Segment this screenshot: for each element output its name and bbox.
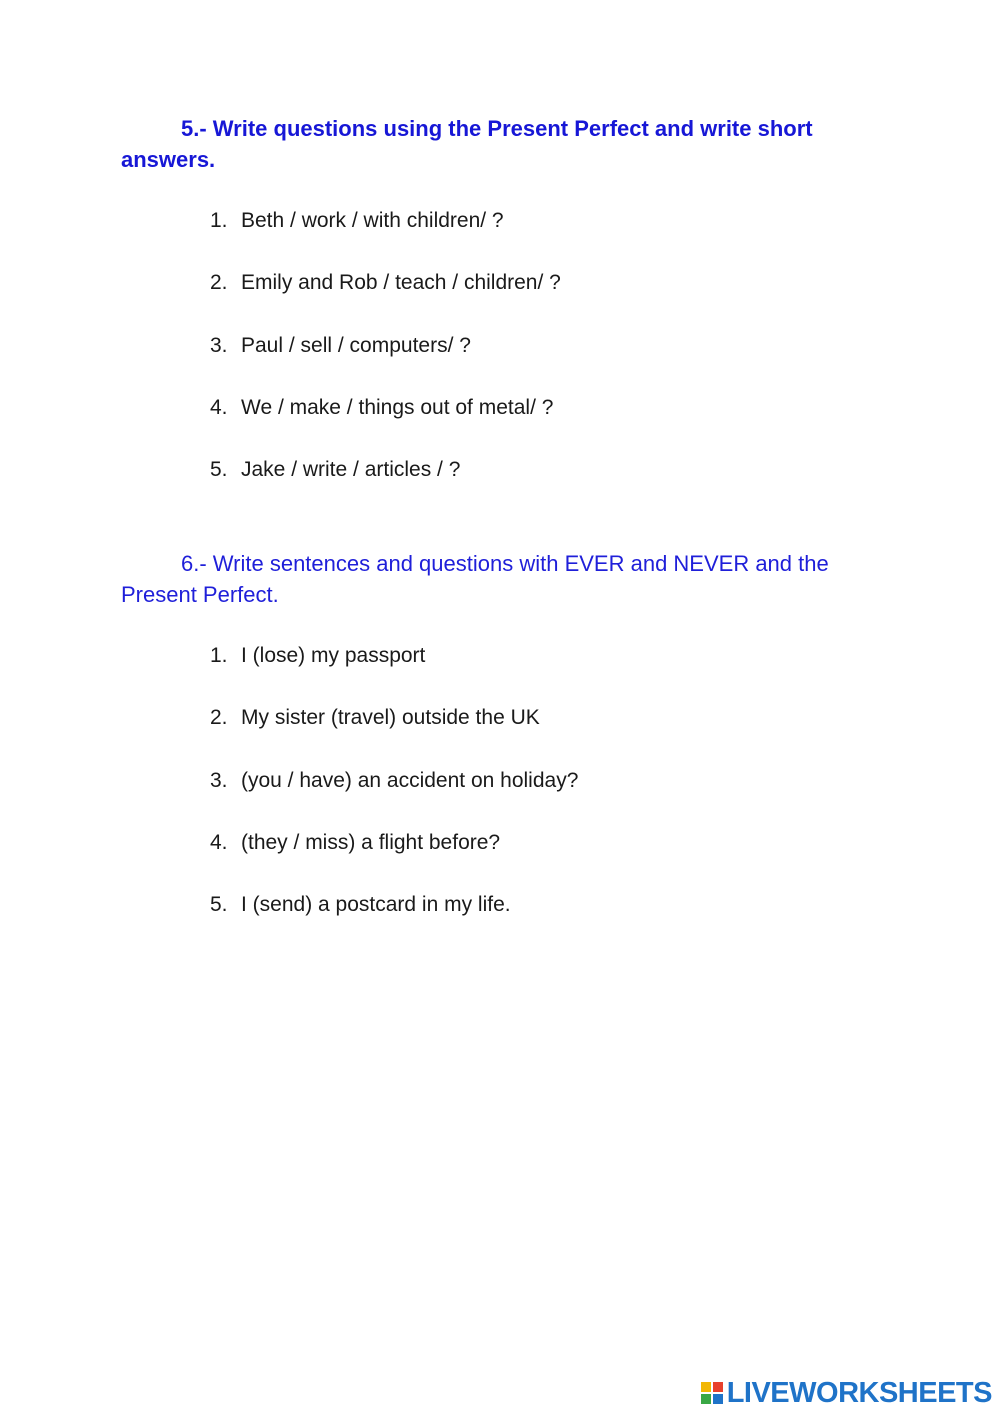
item-number: 4. [210,395,228,419]
list-item [210,827,578,889]
item-text: I (lose) my passport [241,644,426,667]
item-text: Paul / sell / computers/ ? [241,333,471,357]
item-text: Jake / write / articles / ? [241,458,461,482]
liveworksheets-brand[interactable] [701,1376,992,1410]
item-number: 4. [210,830,228,854]
item-number: 3. [210,333,228,357]
item-number: 1. [210,644,228,667]
exercise-6-list [210,640,578,951]
list-item [210,205,561,267]
exercise-5-heading: 5.- Write questions using the Present Perfect and write short answers. [121,116,813,172]
item-text: Beth / work / with children/ ? [241,209,504,232]
item-text: (you / have) an accident on holiday? [241,768,579,792]
item-number: 2. [210,271,228,295]
exercise-6-heading: 6.- Write sentences and questions with EVER and NEVER and the Present Perfect. [121,551,829,607]
list-item [210,454,561,516]
logo-square [713,1394,723,1404]
logo-square [713,1382,723,1392]
liveworksheets-logo-icon [701,1382,723,1404]
list-item [210,640,578,702]
list-item [210,765,578,827]
list-item [210,267,561,329]
item-text: We / make / things out of metal/ ? [241,395,554,419]
list-item [210,889,578,951]
item-text: (they / miss) a flight before? [241,830,501,854]
list-item [210,392,561,454]
item-number: 2. [210,706,228,730]
item-text: Emily and Rob / teach / children/ ? [241,271,561,295]
item-number: 5. [210,893,228,917]
brand-name: LIVEWORKSHEETS [726,1376,992,1409]
item-number: 3. [210,768,228,792]
logo-square [701,1394,711,1404]
item-number: 1. [210,209,228,232]
logo-square [701,1382,711,1392]
item-text: My sister (travel) outside the UK [241,706,540,730]
item-text: I (send) a postcard in my life. [241,893,511,917]
list-item [210,702,578,764]
list-item [210,330,561,392]
exercise-5-list [210,205,561,516]
item-number: 5. [210,458,228,482]
